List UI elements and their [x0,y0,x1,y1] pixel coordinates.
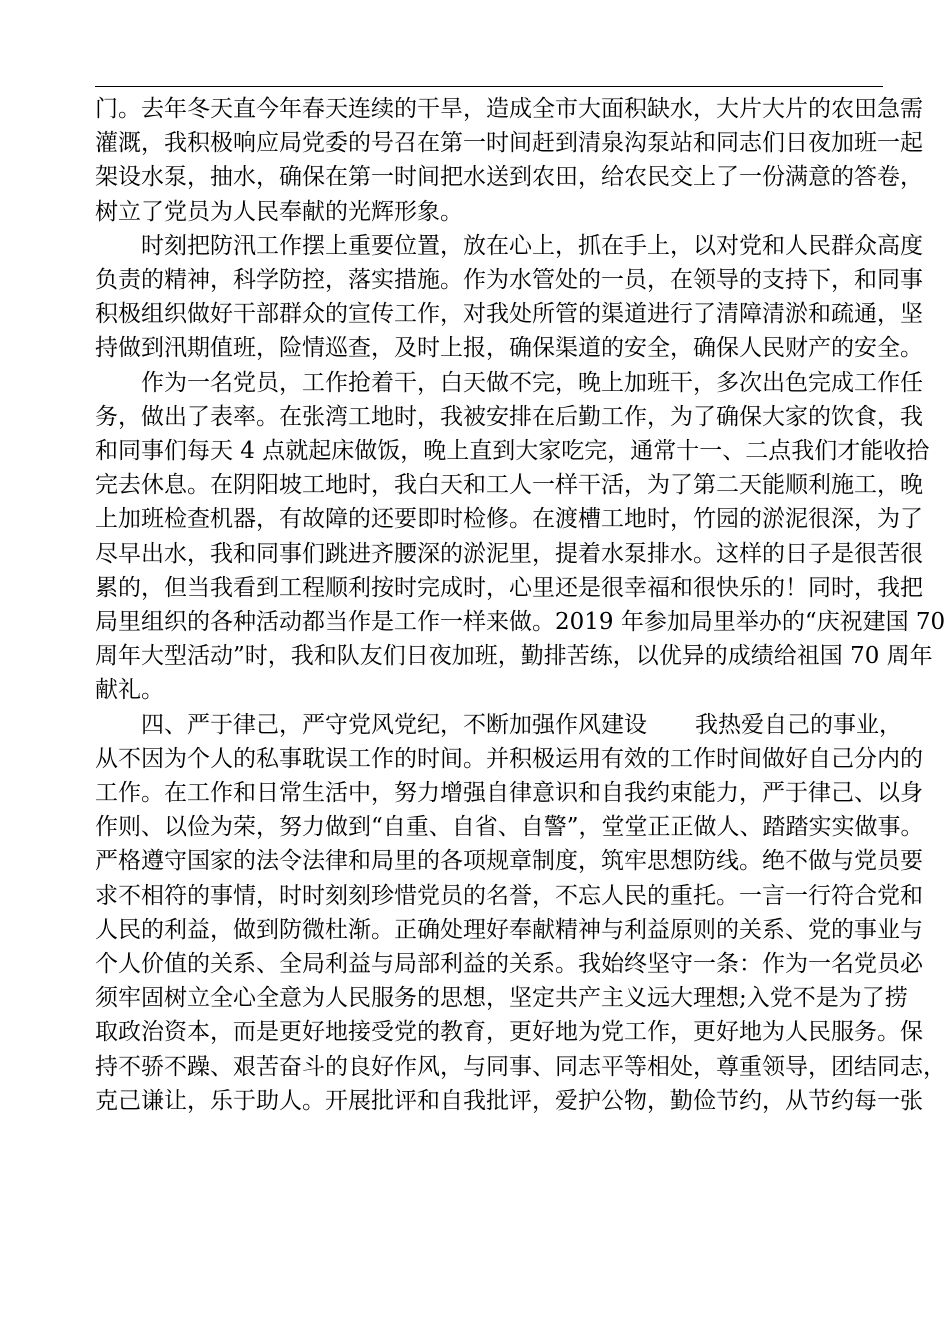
text-line: 严格遵守国家的法令法律和局里的各项规章制度，筑牢思想防线。绝不做与党员要 [95,848,923,875]
text-line: 克己谦让，乐于助人。开展批评和自我批评，爱护公物，勤俭节约，从节约每一张 [95,1087,923,1114]
text-line: 树立了党员为人民奉献的光辉形象。 [95,198,463,225]
paragraph-work-examples [95,366,946,708]
text-line: 负责的精神，科学防控，落实措施。作为水管处的一员，在领导的支持下，和同事 [95,267,923,294]
paragraph-flood-control [95,229,923,366]
text-line: 周年大型活动”时，我和队友们日夜加班，勤排苦练，以优异的成绩给祖国 70 周年 [95,643,933,670]
text-line: 上加班检查机器，有故障的还要即时检修。在渡槽工地时，竹园的淤泥很深，为了 [95,506,923,533]
text-line: 持不骄不躁、艰苦奋斗的良好作风，与同事、同志平等相处，尊重领导，团结同志， [95,1053,946,1080]
text-line: 取政治资本，而是更好地接受党的教育，更好地为党工作，更好地为人民服务。保 [95,1019,923,1046]
text-line: 务，做出了表率。在张湾工地时，我被安排在后勤工作，为了确保大家的饮食，我 [95,403,923,430]
text-line: 献礼。 [95,677,164,704]
text-line: 时刻把防汛工作摆上重要位置，放在心上，抓在手上，以对党和人民群众高度 [141,232,923,259]
text-line: 完去休息。在阴阳坡工地时，我白天和工人一样干活，为了第二天能顺利施工，晚 [95,472,923,499]
text-line: 人民的利益，做到防微杜渐。正确处理好奉献精神与利益原则的关系、党的事业与 [95,916,923,943]
text-line: 工作。在工作和日常生活中，努力增强自律意识和自我约束能力，严于律己、以身 [95,780,923,807]
text-line: 尽早出水，我和同事们跳进齐腰深的淤泥里，提着水泵排水。这样的日子是很苦很 [95,540,923,567]
text-line: 门。去年冬天直今年春天连续的干旱，造成全市大面积缺水，大片大片的农田急需 [95,96,923,122]
text-line: 灌溉，我积极响应局党委的号召在第一时间赶到清泉沟泵站和同志们日夜加班一起 [95,130,923,157]
document-body [95,92,946,1118]
paragraph-self-discipline [95,708,946,1118]
text-line: 和同事们每天 4 点就起床做饭，晚上直到大家吃完，通常十一、二点我们才能收拾 [95,438,930,465]
text-line: 作为一名党员，工作抢着干，白天做不完，晚上加班干，多次出色完成工作任 [141,369,923,396]
text-line: 持做到汛期值班，险情巡查，及时上报，确保渠道的安全，确保人民财产的安全。 [95,335,923,362]
section-heading: 四、严于律己，严守党风党纪，不断加强作风建设 [141,711,647,738]
text-line: 积极组织做好干部群众的宣传工作，对我处所管的渠道进行了清障清淤和疏通，坚 [95,301,923,328]
text-line: 从不因为个人的私事耽误工作的时间。并积极运用有效的工作时间做好自己分内的 [95,745,923,772]
text-fragment: 我热爱自己的事业， [695,711,902,738]
text-line: 局里组织的各种活动都当作是工作一样来做。2019 年参加局里举办的“庆祝建国 70 [95,609,946,636]
text-line: 架设水泵，抽水，确保在第一时间把水送到农田，给农民交上了一份满意的答卷， [95,164,923,191]
text-line: 个人价值的关系、全局利益与局部利益的关系。我始终坚守一条：作为一名党员必 [95,951,923,978]
text-line [95,708,902,742]
text-line: 累的，但当我看到工程顺利按时完成时，心里还是很幸福和很快乐的！同时，我把 [95,574,923,601]
header-rule [95,86,883,87]
text-line: 求不相符的事情，时时刻刻珍惜党员的名誉，不忘人民的重托。一言一行符合党和 [95,882,923,909]
text-line: 作则、以俭为荣，努力做到“自重、自省、自警”，堂堂正正做人、踏踏实实做事。 [95,814,924,841]
text-line: 须牢固树立全心全意为人民服务的思想，坚定共产主义远大理想;入党不是为了捞 [95,985,908,1012]
paragraph-drought-relief [95,92,923,229]
